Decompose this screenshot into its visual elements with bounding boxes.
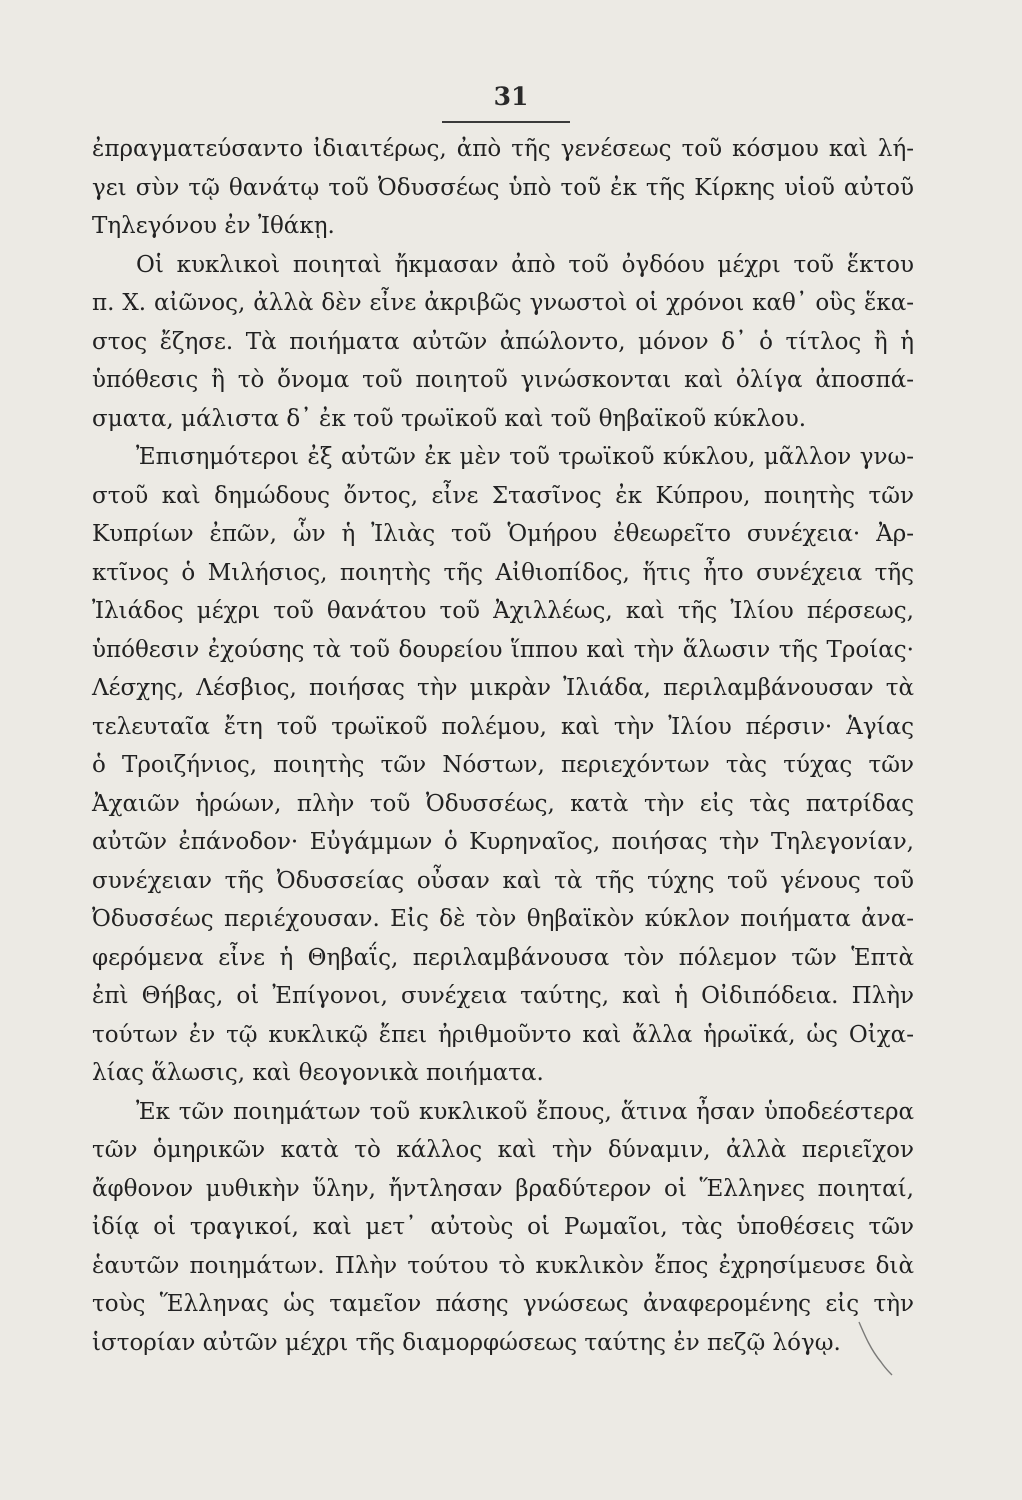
- text-line: Ὀδυσσέως περιέχουσαν. Εἰς δὲ τὸν θηβαϊκὸν κύκλον ποιήματα ἀνα-: [92, 906, 914, 932]
- text-line: στος ἔζησε. Τὰ ποιήματα αὐτῶν ἀπώλοντο, μόνον δ᾽ ὁ τίτλος ἢ ἡ: [92, 328, 914, 355]
- text-line: τῶν ὁμηρικῶν κατὰ τὸ κάλλος καὶ τὴν δύναμιν, ἀλλὰ περιεῖχον: [92, 1137, 914, 1163]
- text-line: φερόμενα εἶνε ἡ Θηβαΐς, περιλαμβάνουσα τὸν πόλεμον τῶν Ἑπτὰ: [92, 944, 914, 971]
- text-line: Λέσχης, Λέσβιος, ποιήσας τὴν μικρὰν Ἰλιάδα, περιλαμβάνουσαν τὰ: [92, 675, 914, 701]
- text-line: κτῖνος ὁ Μιλήσιος, ποιητὴς τῆς Αἰθιοπίδος, ἥτις ἦτο συνέχεια τῆς: [92, 559, 914, 586]
- text-line: Κυπρίων ἐπῶν, ὧν ἡ Ἰλιὰς τοῦ Ὁμήρου ἐθεωρεῖτο συνέχεια· Ἀρ-: [92, 521, 914, 547]
- body-text: [92, 130, 914, 1362]
- text-line: ὑπόθεσιν ἐχούσης τὰ τοῦ δουρείου ἵππου καὶ τὴν ἅλωσιν τῆς Τροίας·: [92, 636, 914, 663]
- text-line: Ἐκ τῶν ποιημάτων τοῦ κυκλικοῦ ἔπους, ἅτινα ἦσαν ὑποδεέστερα: [136, 1098, 914, 1125]
- text-line: συνέχειαν τῆς Ὀδυσσείας οὖσαν καὶ τὰ τῆς τύχης τοῦ γένους τοῦ: [92, 867, 914, 894]
- page-number: 31: [493, 82, 529, 111]
- text-line: ἐπραγματεύσαντο ἰδιαιτέρως, ἀπὸ τῆς γενέσεως τοῦ κόσμου καὶ λή-: [92, 136, 914, 162]
- text-line: Οἱ κυκλικοὶ ποιηταὶ ἤκμασαν ἀπὸ τοῦ ὀγδόου μέχρι τοῦ ἕκτου: [136, 251, 914, 278]
- text-line: ἑαυτῶν ποιημάτων. Πλὴν τούτου τὸ κυκλικὸν ἔπος ἐχρησίμευσε διὰ: [92, 1252, 914, 1279]
- text-line: Ἀχαιῶν ἡρώων, πλὴν τοῦ Ὀδυσσέως, κατὰ τὴν εἰς τὰς πατρίδας: [92, 790, 914, 817]
- text-line: αὐτῶν ἐπάνοδον· Εὐγάμμων ὁ Κυρηναῖος, ποιήσας τὴν Τηλεγονίαν,: [92, 829, 914, 855]
- text-line: ἰδίᾳ οἱ τραγικοί, καὶ μετ᾽ αὐτοὺς οἱ Ρωμαῖοι, τὰς ὑποθέσεις τῶν: [92, 1214, 914, 1240]
- text-line: Ἐπισημότεροι ἐξ αὐτῶν ἐκ μὲν τοῦ τρωϊκοῦ κύκλου, μᾶλλον γνω-: [136, 444, 914, 470]
- text-line: ὑπόθεσις ἢ τὸ ὄνομα τοῦ ποιητοῦ γινώσκονται καὶ ὀλίγα ἀποσπά-: [92, 367, 914, 393]
- text-line: στοῦ καὶ δημώδους ὄντος, εἶνε Στασῖνος ἐκ Κύπρου, ποιητὴς τῶν: [92, 482, 914, 509]
- header-rule: [442, 121, 570, 123]
- text-line: ὁ Τροιζήνιος, ποιητὴς τῶν Νόστων, περιεχόντων τὰς τύχας τῶν: [92, 752, 914, 778]
- text-line: Ἰλιάδος μέχρι τοῦ θανάτου τοῦ Ἀχιλλέως, καὶ τῆς Ἰλίου πέρσεως,: [92, 598, 914, 624]
- text-line: ἄφθονον μυθικὴν ὕλην, ἤντλησαν βραδύτερον οἱ Ἕλληνες ποιηταί,: [92, 1175, 914, 1202]
- text-line: ἐπὶ Θήβας, οἱ Ἐπίγονοι, συνέχεια ταύτης, καὶ ἡ Οἰδιπόδεια. Πλὴν: [92, 983, 914, 1009]
- text-line: γει σὺν τῷ θανάτῳ τοῦ Ὀδυσσέως ὑπὸ τοῦ ἐκ τῆς Κίρκης υἱοῦ αὐτοῦ: [92, 174, 914, 201]
- text-line: Τηλεγόνου ἐν Ἰθάκῃ.: [92, 213, 335, 239]
- text-line: π. Χ. αἰῶνος, ἀλλὰ δὲν εἶνε ἀκριβῶς γνωστοὶ οἱ χρόνοι καθ᾽ οὓς ἕκα-: [92, 290, 914, 316]
- pen-stroke-mark: [855, 1318, 895, 1378]
- text-line: τελευταῖα ἔτη τοῦ τρωϊκοῦ πολέμου, καὶ τὴν Ἰλίου πέρσιν· Ἁγίας: [92, 713, 914, 740]
- text-line: λίας ἅλωσις, καὶ θεογονικὰ ποιήματα.: [92, 1060, 544, 1086]
- text-line: ἱστορίαν αὐτῶν μέχρι τῆς διαμορφώσεως ταύτης ἐν πεζῷ λόγῳ.: [92, 1329, 841, 1356]
- text-line: τούτων ἐν τῷ κυκλικῷ ἔπει ἠριθμοῦντο καὶ ἄλλα ἡρωϊκά, ὡς Οἰχα-: [92, 1021, 914, 1048]
- text-line: σματα, μάλιστα δ᾽ ἐκ τοῦ τρωϊκοῦ καὶ τοῦ θηβαϊκοῦ κύκλου.: [92, 405, 807, 432]
- text-line: τοὺς Ἕλληνας ὡς ταμεῖον πάσης γνώσεως ἀναφερομένης εἰς τὴν: [92, 1291, 914, 1317]
